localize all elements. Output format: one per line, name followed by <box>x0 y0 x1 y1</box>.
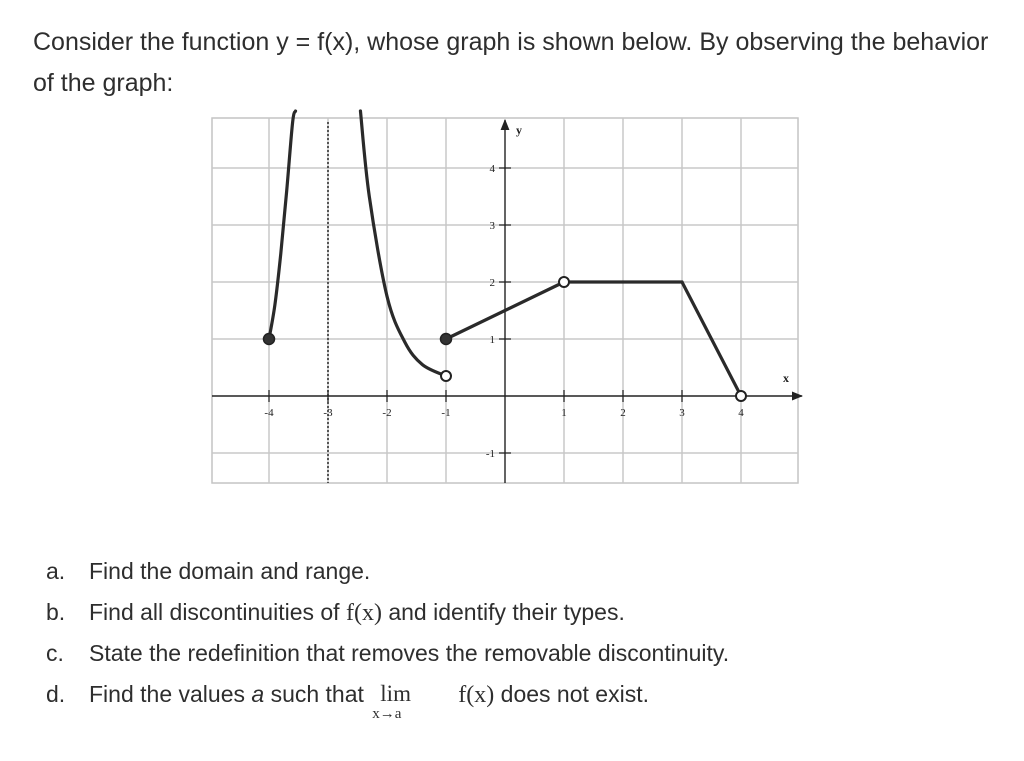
open-point <box>559 277 569 287</box>
question-text: State the redefinition that removes the removable discontinuity. <box>89 640 730 666</box>
question-d <box>46 676 729 722</box>
limit-word: lim <box>380 681 411 706</box>
question-text: such that <box>270 681 364 707</box>
y-tick-label: -1 <box>485 448 495 460</box>
problem-intro: Consider the function y = f(x), whose graph is shown below. By observing the behavior of the graph: <box>33 28 989 97</box>
x-axis-label: x <box>783 371 789 385</box>
variable-a: a <box>251 681 265 707</box>
limit-notation <box>370 676 458 722</box>
x-tick-label: 4 <box>738 407 744 419</box>
y-tick-label: 2 <box>489 277 495 289</box>
x-tick-label: -4 <box>264 407 274 419</box>
function-notation: f(x) <box>345 600 382 626</box>
question-list <box>46 553 730 722</box>
question-b <box>46 594 729 635</box>
x-tick-label: 1 <box>561 407 567 419</box>
limit-subscript: x→a <box>372 706 402 722</box>
question-text: and identify their types. <box>388 599 625 625</box>
tick-labels <box>264 123 789 460</box>
question-letter: a. <box>46 558 66 584</box>
x-tick-label: -2 <box>382 407 392 419</box>
question-c <box>46 635 729 676</box>
question-a <box>46 553 729 594</box>
question-letter: c. <box>46 640 64 666</box>
y-axis-label: y <box>516 123 522 137</box>
y-tick-label: 4 <box>489 163 495 175</box>
closed-point <box>441 334 452 345</box>
question-text: Find the values <box>89 681 245 707</box>
open-point <box>736 391 746 401</box>
y-tick-label: 1 <box>489 334 495 346</box>
question-text: Find the domain and range. <box>89 558 371 584</box>
question-letter: b. <box>46 599 66 625</box>
closed-point <box>264 334 275 345</box>
function-notation: f(x) <box>458 682 495 708</box>
function-graph <box>200 108 810 488</box>
axes <box>212 120 802 483</box>
x-tick-label: 2 <box>620 407 626 419</box>
question-text: Find all discontinuities of <box>89 599 340 625</box>
question-text: does not exist. <box>500 681 649 707</box>
x-tick-label: -3 <box>323 407 333 419</box>
x-tick-label: 3 <box>679 407 685 419</box>
y-tick-label: 3 <box>489 220 495 232</box>
x-tick-label: -1 <box>441 407 451 419</box>
curve-piece-2 <box>360 111 446 376</box>
open-point <box>441 371 451 381</box>
question-letter: d. <box>46 681 66 707</box>
